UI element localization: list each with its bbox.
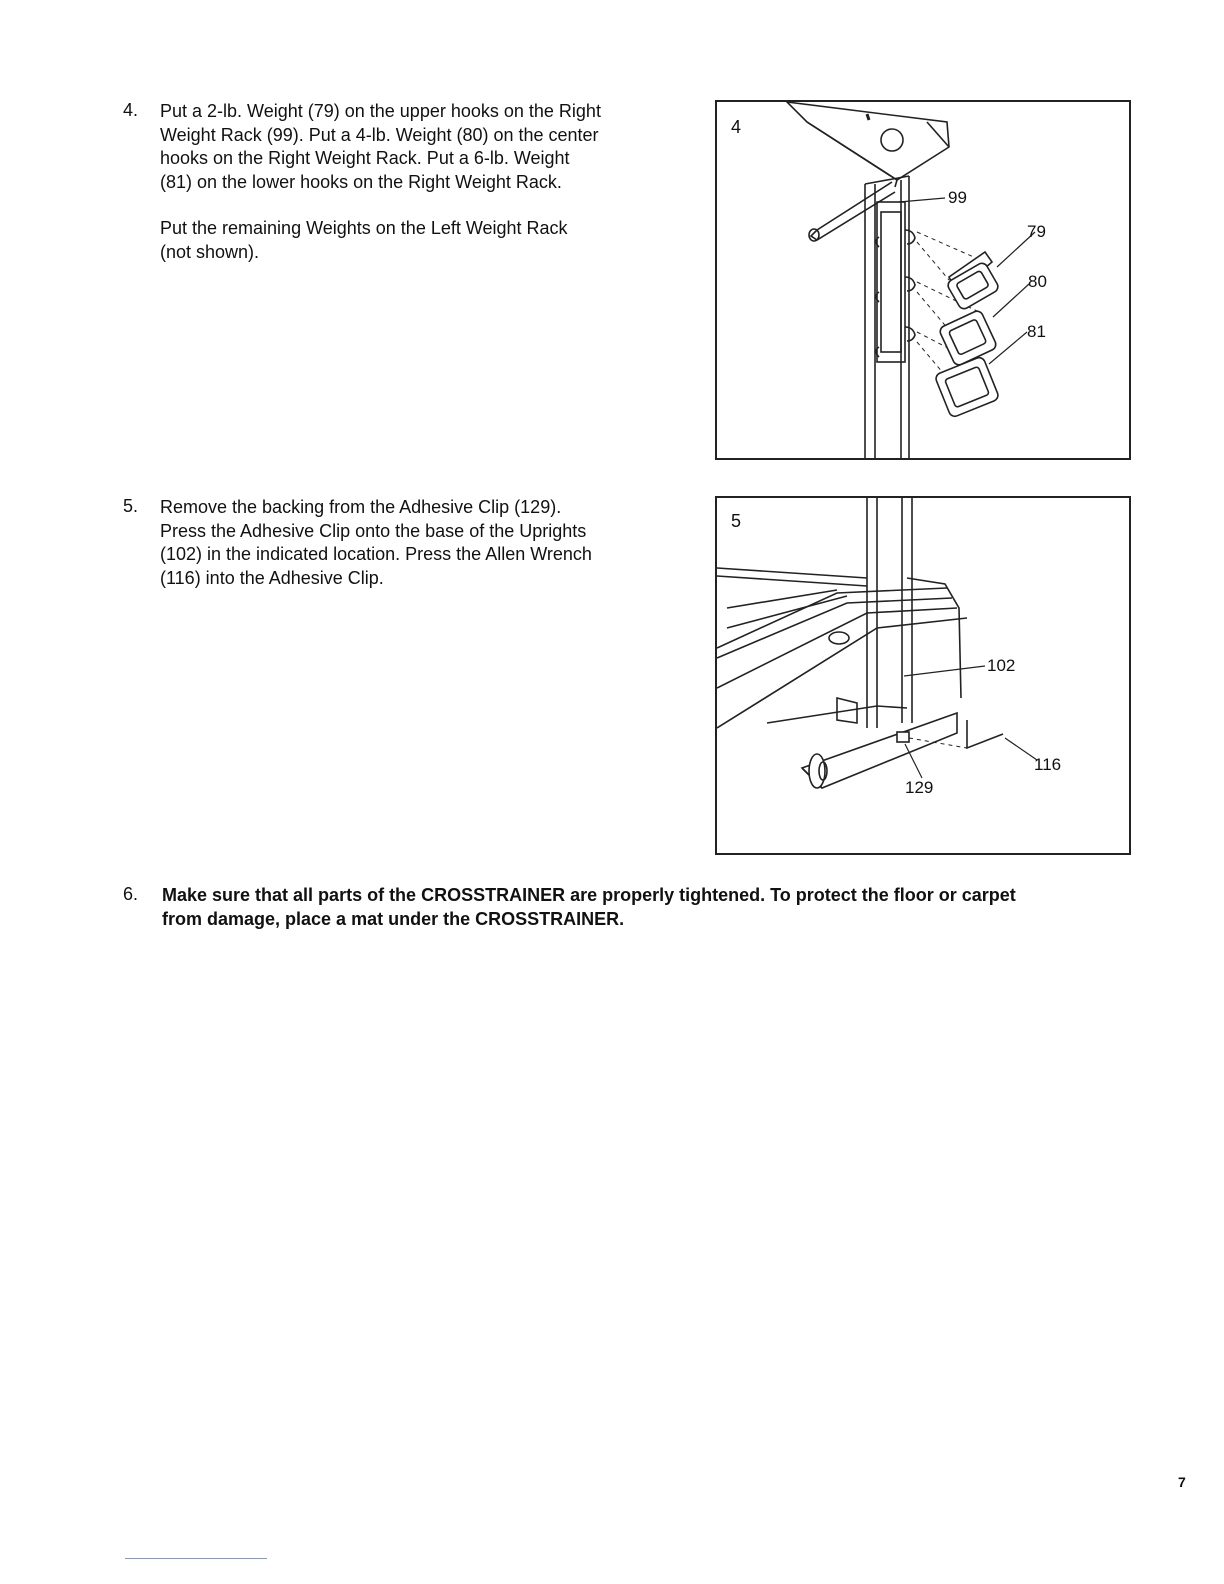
figure-5-label: 5	[731, 511, 742, 531]
text-line: Put a 2-lb. Weight (79) on the upper hooks on the Right	[160, 101, 601, 121]
callout-116: 116	[1034, 755, 1062, 774]
uprights-base-illustration	[717, 498, 1129, 853]
step-5-paragraph	[160, 496, 680, 590]
step-6-text	[162, 884, 1152, 931]
step-4-text	[160, 100, 670, 264]
weight-rack-illustration	[717, 102, 1129, 458]
text-line: Press the Adhesive Clip onto the base of the Uprights	[160, 520, 587, 541]
text-line: (81) on the lower hooks on the Right Weight Rack.	[160, 171, 562, 192]
step-6-paragraph	[162, 884, 1152, 931]
step-4-paragraph-2	[160, 217, 670, 264]
step-5-number: 5.	[123, 496, 139, 516]
step-4-number: 4.	[123, 100, 139, 120]
step-6-number: 6.	[123, 884, 139, 904]
callout-79: 79	[1027, 222, 1046, 241]
text-line: (102) in the indicated location. Press the Allen Wrench	[160, 544, 592, 564]
callout-102: 102	[987, 656, 1016, 675]
callout-129: 129	[905, 778, 934, 797]
text-line: Weight Rack (99). Put a 4-lb. Weight (80) on the center	[160, 124, 599, 145]
page-number: 7	[1178, 1474, 1186, 1490]
text-line: (116) into the Adhesive Clip.	[160, 567, 384, 588]
figure-4-label: 4	[731, 117, 742, 137]
step-5-text	[160, 496, 680, 590]
figure-4-weight-rack	[715, 100, 1131, 460]
text-line: hooks on the Right Weight Rack. Put a 6-lb. Weight	[160, 148, 570, 168]
callout-80: 80	[1028, 272, 1047, 291]
text-line: Remove the backing from the Adhesive Clip (129).	[160, 497, 562, 517]
text-line: (not shown).	[160, 241, 260, 262]
text-line: Put the remaining Weights on the Left Weight Rack	[160, 218, 568, 238]
callout-81: 81	[1027, 322, 1046, 341]
text-line: Make sure that all parts of the CROSSTRAINER are properly tightened. To protect the floor or carpet	[162, 885, 1016, 905]
step-4-paragraph-1	[160, 100, 670, 194]
callout-99: 99	[948, 188, 967, 207]
figure-5-uprights-base	[715, 496, 1131, 855]
text-line: from damage, place a mat under the CROSSTRAINER.	[162, 908, 625, 929]
footer-divider	[125, 1558, 267, 1559]
